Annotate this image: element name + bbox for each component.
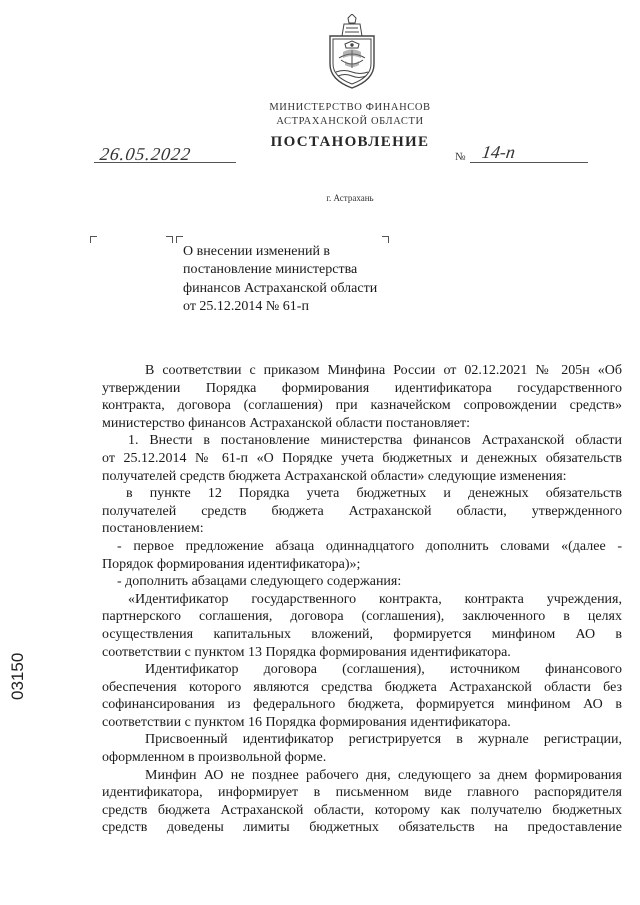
body-line: Минфин АО не позднее рабочего дня, следующего за днем формирования <box>145 767 622 783</box>
body-line: Идентификатор договора (соглашения), источником финансового <box>145 662 622 678</box>
subject-line: постановление министерства <box>183 262 358 278</box>
body-line: получателей средств бюджета Астраханской области, утвержденного <box>102 503 622 519</box>
body-line: обеспечения которого являются средства бюджета Астраханской области без <box>102 679 622 695</box>
body-line: министерство финансов Астраханской области постановляет: <box>102 415 471 431</box>
body-line: В соответствии с приказом Минфина России от 02.12.2021 № 205н «Об <box>145 363 622 378</box>
number-sign: № <box>455 151 466 163</box>
corner-mark <box>90 236 97 243</box>
body-line: оформленном в произвольной форме. <box>102 750 327 766</box>
body-line: партнерского соглашения, договора (соглашения), заключенного в целях <box>102 609 622 625</box>
side-registration-code: 03150 <box>8 652 27 700</box>
subject-line: финансов Астраханской области <box>183 280 378 296</box>
body-line: Присвоенный идентификатор регистрируется в журнале регистрации, <box>145 732 622 748</box>
body-line: контракта, договора (соглашения) при казначейском сопровождении средств» <box>102 398 622 414</box>
body-line: средств бюджета Астраханской области, которому как получателю бюджетных <box>102 802 622 818</box>
body-line: идентификатора, информирует в письменном виде главного распорядителя <box>102 785 622 801</box>
document-type-title: ПОСТАНОВЛЕНИЕ <box>270 134 430 150</box>
body-line: утверждении Порядка формирования идентификатора государственного <box>102 380 622 396</box>
body-line: 1. Внести в постановление министерства финансов Астраханской области <box>128 433 622 449</box>
body-line: «Идентификатор государственного контракта, контракта учреждения, <box>128 591 622 607</box>
body-line: средств доведены лимиты бюджетных обязательств на предоставление <box>102 820 622 836</box>
date-underline <box>94 162 236 163</box>
document-body <box>102 362 622 837</box>
body-line: осуществления капитальных вложений, формируется минфином АО в <box>102 626 622 642</box>
body-line: соответствии с пунктом 16 Порядка формирования идентификатора. <box>102 714 511 730</box>
body-line: от 25.12.2014 № 61-п «О Порядке учета бюджетных и денежных обязательств <box>102 450 622 466</box>
body-line: в пункте 12 Порядка учета бюджетных и денежных обязательств <box>126 486 622 502</box>
body-line: - дополнить абзацами следующего содержания: <box>117 574 402 590</box>
document-number: 14-п <box>480 142 517 162</box>
number-underline <box>470 162 588 163</box>
ministry-name-line2: АСТРАХАНСКОЙ ОБЛАСТИ <box>276 116 424 127</box>
body-line: постановлением: <box>102 521 204 537</box>
document-subject <box>183 243 377 316</box>
corner-mark <box>166 236 173 243</box>
corner-mark <box>176 236 183 243</box>
document-date: 26.05.2022 <box>98 144 193 164</box>
corner-mark <box>382 236 389 243</box>
subject-line: от 25.12.2014 № 61-п <box>183 298 309 314</box>
body-line: Порядок формирования идентификатора)»; <box>102 556 361 572</box>
body-line: получателей средств бюджета Астраханской области» следующие изменения: <box>102 468 567 484</box>
subject-line: О внесении изменений в <box>183 244 331 259</box>
city-label: г. Астрахань <box>326 193 374 203</box>
body-line: - первое предложение абзаца одиннадцатого дополнить словами «(далее - <box>117 538 622 554</box>
ministry-name-line1: МИНИСТЕРСТВО ФИНАНСОВ <box>269 102 431 113</box>
body-line: софинансирования из федерального бюджета, формируется минфином АО в <box>102 697 622 713</box>
body-line: соответствии с пунктом 13 Порядка формирования идентификатора. <box>102 644 511 660</box>
coat-of-arms-emblem <box>322 14 382 90</box>
